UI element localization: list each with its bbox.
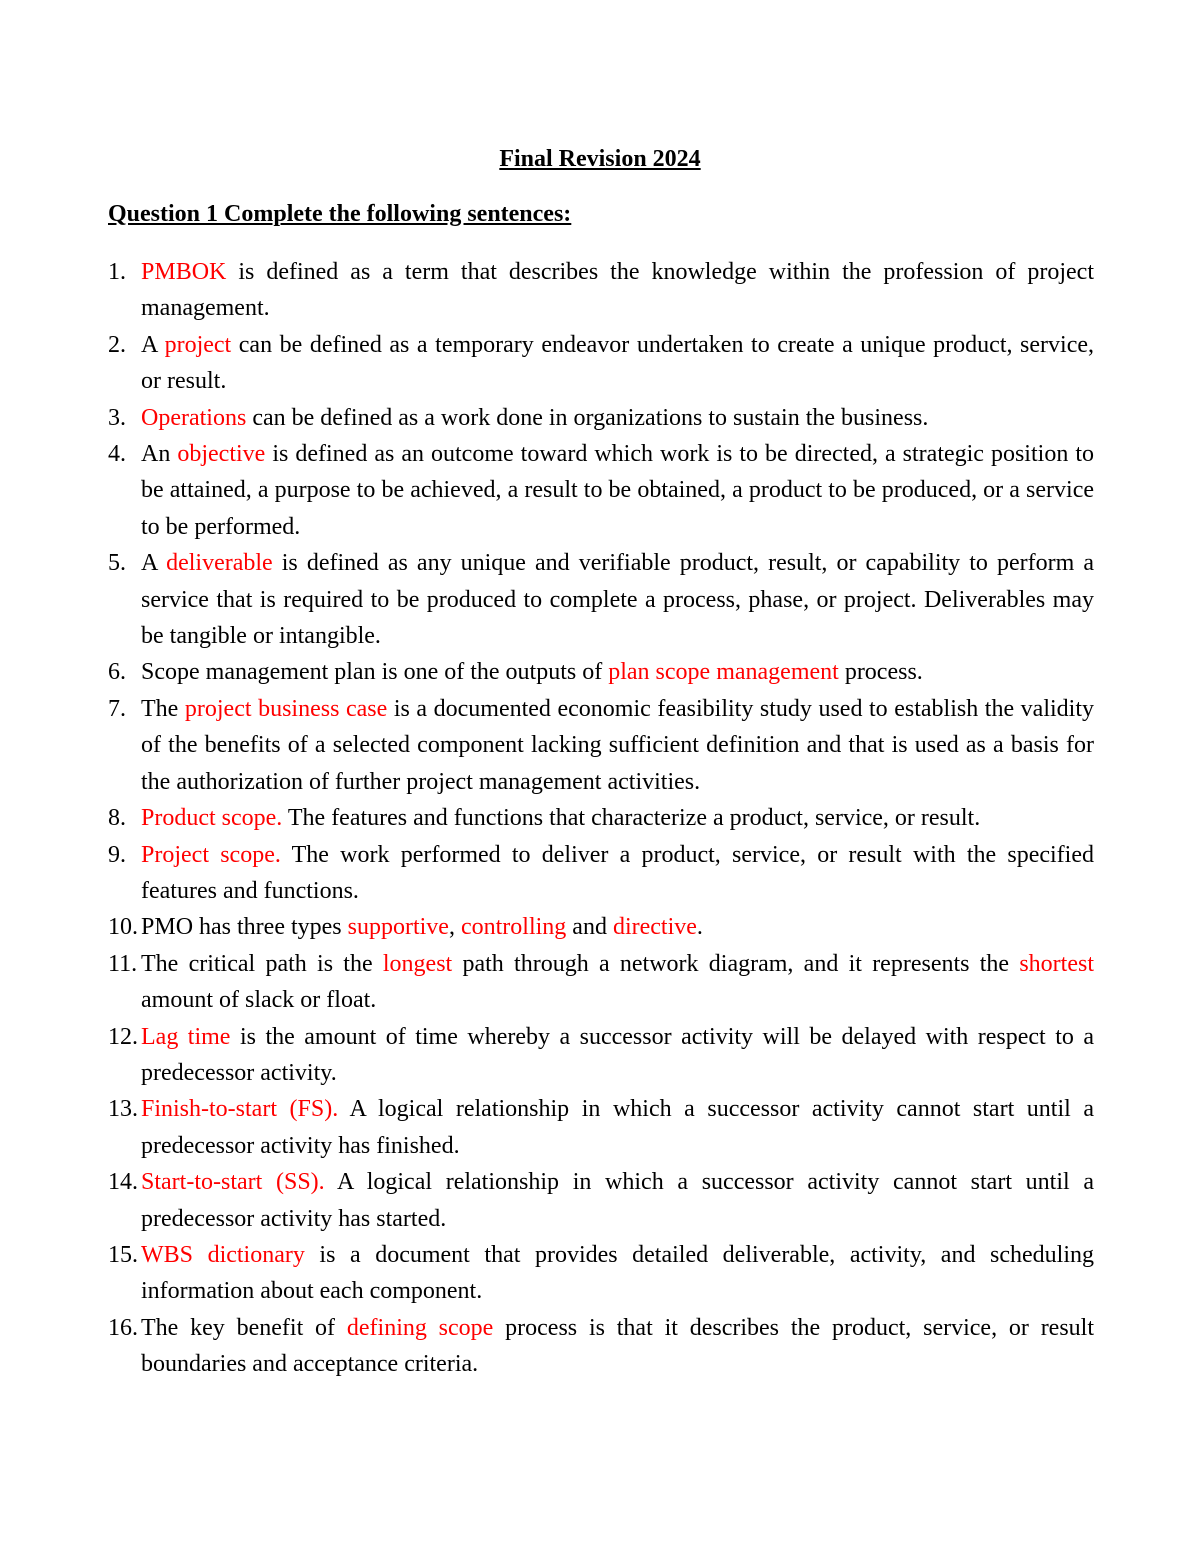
list-item (108, 1164, 1094, 1237)
answer-term: Finish-to-start (FS). (141, 1096, 339, 1123)
item-text (141, 545, 1094, 654)
item-number: 4. (108, 441, 126, 468)
sentence-text: A (141, 331, 165, 358)
item-number: 6. (108, 659, 126, 686)
answer-term: Lag time (141, 1023, 231, 1050)
item-number: 16. (108, 1314, 138, 1341)
list-item (108, 909, 1094, 945)
answer-term: Product scope. (141, 805, 283, 832)
item-text (141, 400, 1094, 436)
item-text (141, 436, 1094, 545)
list-item (108, 691, 1094, 800)
list-item (108, 1019, 1094, 1092)
item-text (141, 1310, 1094, 1383)
answer-term: objective (177, 441, 266, 468)
answer-term: Start-to-start (SS). (141, 1169, 325, 1196)
item-number: 15. (108, 1241, 138, 1268)
sentence-text: Scope management plan is one of the outputs of (141, 659, 609, 686)
item-text (141, 837, 1094, 910)
list-item (108, 254, 1094, 327)
item-number: 13. (108, 1096, 138, 1123)
answer-term: directive (612, 914, 697, 941)
question-list (108, 254, 1094, 1383)
item-number: 3. (108, 404, 126, 431)
sentence-text: The work performed to deliver a product, service, or result with the specified features and functions. (141, 841, 1094, 904)
sentence-text: is defined as any unique and verifiable product, result, or capability to perform a service that is required to be produced to complete a process, phase, or project. Deliverables may be tangible or intangible. (141, 550, 1094, 650)
answer-term: controlling (460, 914, 567, 941)
item-text (141, 1164, 1094, 1237)
list-item (108, 1237, 1094, 1310)
answer-term: Project scope. (141, 841, 281, 868)
item-text (141, 691, 1094, 800)
sentence-text: path through a network diagram, and it represents the (452, 950, 1020, 977)
sentence-text: The features and functions that characterize a product, service, or result. (282, 805, 981, 832)
item-text (141, 800, 1094, 836)
answer-term: supportive (347, 914, 449, 941)
sentence-text: A logical relationship in which a successor activity cannot start until a predecessor activity has started. (141, 1169, 1095, 1232)
item-number: 7. (108, 695, 126, 722)
answer-term: WBS dictionary (141, 1241, 305, 1268)
list-item (108, 327, 1094, 400)
item-number: 5. (108, 550, 126, 577)
list-item (108, 654, 1094, 690)
sentence-text: is the amount of time whereby a successor activity will be delayed with respect to a predecessor activity. (141, 1023, 1095, 1086)
answer-term: project business case (184, 695, 388, 722)
question-heading: Question 1 Complete the following sentences: (108, 201, 572, 227)
sentence-text: can be defined as a work done in organizations to sustain the business. (246, 404, 929, 431)
item-number: 1. (108, 259, 126, 285)
answer-term: deliverable (166, 550, 273, 577)
answer-term: plan scope management (608, 659, 839, 686)
item-text (141, 654, 1094, 690)
sentence-text: amount of slack or float. (141, 987, 377, 1014)
sentence-text: . (696, 914, 703, 941)
answer-term: project (164, 331, 232, 358)
sentence-text: The key benefit of (141, 1314, 347, 1341)
sentence-text: is defined as an outcome toward which work is to be directed, a strategic position to be attained, a purpose to be achieved, a result to be obtained, a product to be produced, or a service to be performed. (141, 441, 1094, 540)
list-item (108, 1091, 1094, 1164)
answer-term: defining scope (346, 1314, 494, 1341)
item-number: 12. (108, 1023, 138, 1050)
list-item (108, 800, 1094, 836)
sentence-text: The (141, 695, 185, 722)
sentence-text: A (141, 550, 167, 577)
item-text (141, 1091, 1094, 1164)
answer-term: longest (382, 950, 453, 977)
sentence-text: An (141, 441, 178, 468)
list-item (108, 436, 1094, 545)
sentence-text: is a documented economic feasibility study used to establish the validity of the benefits of a selected component lacking sufficient definition and that is used as a basis for the authorization of further project management activities. (141, 695, 1094, 795)
sentence-text: A logical relationship in which a successor activity cannot start until a predecessor activity has finished. (141, 1096, 1094, 1159)
item-text (141, 1019, 1094, 1092)
list-item (108, 545, 1094, 654)
sentence-text: The critical path is the (141, 950, 383, 977)
answer-term: PMBOK (141, 259, 227, 285)
item-number: 10. (108, 914, 138, 941)
sentence-text: is defined as a term that describes the knowledge within the profession of project management. (141, 259, 1094, 322)
sentence-text: process. (838, 659, 923, 686)
sentence-text: and (566, 914, 613, 941)
item-text (141, 909, 1094, 945)
sentence-text: PMO has three types (141, 914, 348, 941)
document-title: Final Revision 2024 (499, 146, 701, 172)
sentence-text: is a document that provides detailed deliverable, activity, and scheduling information about each component. (141, 1241, 1095, 1305)
item-number: 9. (108, 841, 126, 868)
answer-term: Operations (141, 404, 247, 431)
list-item (108, 837, 1094, 910)
answer-term: shortest (1019, 950, 1094, 977)
item-number: 2. (108, 331, 126, 358)
sentence-text: can be defined as a temporary endeavor undertaken to create a unique product, service, or result. (141, 331, 1095, 395)
list-item (108, 1310, 1094, 1383)
item-text (141, 327, 1094, 400)
list-item (108, 400, 1094, 436)
item-number: 8. (108, 805, 126, 832)
item-text (141, 254, 1094, 327)
sentence-text: , (448, 914, 461, 941)
item-text (141, 946, 1094, 1019)
sentence-text: process is that it describes the product, service, or result boundaries and acceptance criteria. (141, 1314, 1095, 1378)
list-item (108, 946, 1094, 1019)
item-number: 14. (108, 1169, 138, 1196)
item-text (141, 1237, 1094, 1310)
item-number: 11. (108, 950, 138, 977)
